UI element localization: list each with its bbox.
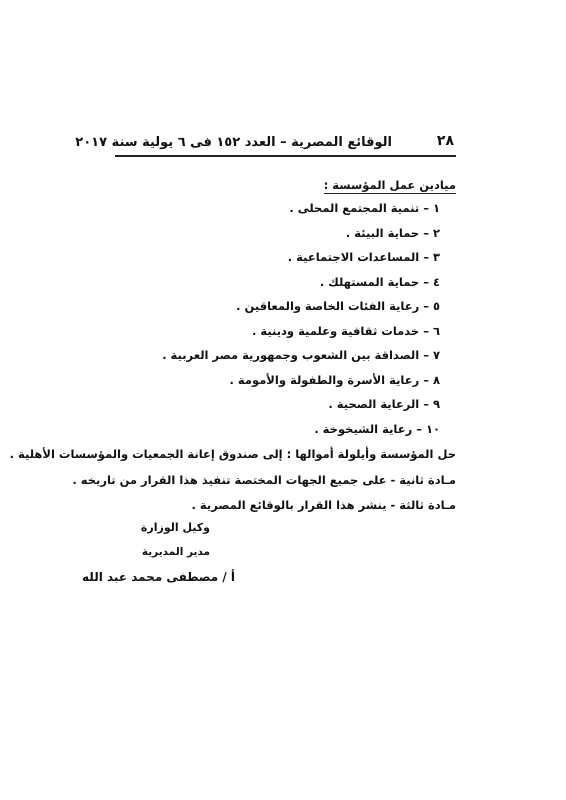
list-item: ٩ – الرعاية الصحية . — [328, 397, 440, 411]
list-item: ٦ – خدمات ثقافية وعلمية ودينية . — [251, 323, 440, 338]
signatory-office: مدير المديرية — [141, 546, 210, 558]
list-item: ٧ – الصداقة بين الشعوب وجمهورية مصر العربية . — [162, 348, 440, 362]
article-three: مـادة ثالثة - ينشر هذا القرار بالوقائع المصرية . — [191, 498, 456, 512]
list-item: ١ – تنمية المجتمع المحلى . — [289, 201, 440, 215]
fields-list — [162, 198, 440, 443]
section-heading: ميادين عمل المؤسسة : — [323, 178, 456, 192]
header-title: الوقائع المصرية – العدد ١٥٢ فى ٦ يولية سنة ٢٠١٧ — [75, 135, 392, 150]
header-divider — [115, 155, 456, 157]
signatory-role: وكيل الوزارة — [140, 521, 210, 534]
signatory-name: أ / مصطفى محمد عبد الله — [82, 570, 235, 584]
list-item: ٤ – حماية المستهلك . — [319, 274, 440, 289]
list-item: ١٠ – رعاية الشيخوخة . — [314, 421, 440, 436]
list-item: ٢ – حماية البيئة . — [345, 225, 440, 240]
page-number: ٢٨ — [436, 133, 454, 149]
article-two: مـادة ثانية - على جميع الجهات المختصة تنفيذ هذا القرار من تاريخه . — [72, 473, 456, 487]
list-item: ٨ – رعاية الأسرة والطفولة والأمومة . — [229, 372, 440, 387]
dissolution-clause: حل المؤسسة وأيلولة أموالها : إلى صندوق إعانة الجمعيات والمؤسسات الأهلية . — [9, 447, 456, 461]
list-item: ٥ – رعاية الفئات الخاصة والمعاقين . — [236, 299, 440, 313]
list-item: ٣ – المساعدات الاجتماعية . — [287, 250, 440, 264]
